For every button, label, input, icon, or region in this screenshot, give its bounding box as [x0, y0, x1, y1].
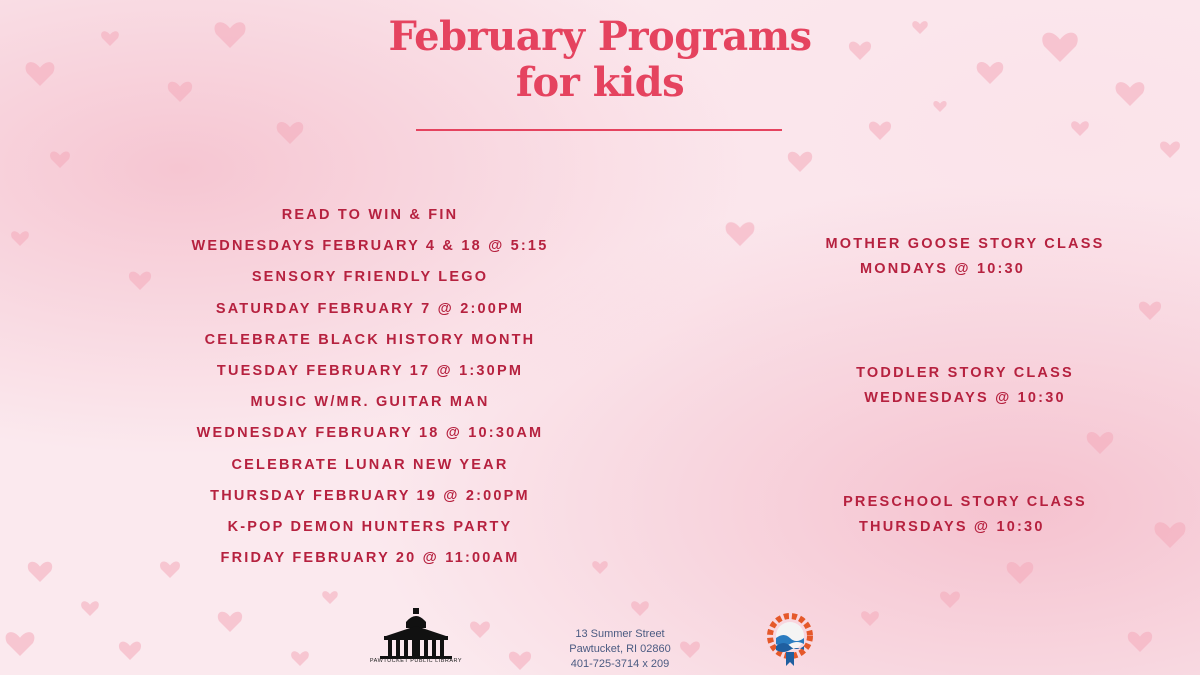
story-class-preschool — [835, 490, 1095, 540]
event-title: READ TO WIN & FIN — [281, 207, 459, 223]
story-class-name: MOTHER GOOSE STORY CLASS — [825, 236, 1105, 252]
library-address — [560, 627, 680, 672]
event-title: K-POP DEMON HUNTERS PARTY — [227, 518, 513, 535]
story-class-time: WEDNESDAYS @ 10:30 — [864, 390, 1066, 406]
event-title: SENSORY FRIENDLY LEGO — [251, 269, 489, 286]
story-class-toddler — [850, 361, 1080, 411]
address-line-2: Pawtucket, RI 02860 — [569, 643, 671, 655]
story-class-name: PRESCHOOL STORY CLASS — [843, 494, 1087, 510]
title-line-1: February Programs — [388, 13, 812, 60]
event-date: WEDNESDAYS FEBRUARY 4 & 18 @ 5:15 — [191, 238, 549, 255]
library-logo-caption: PAWTUCKET PUBLIC LIBRARY — [369, 658, 463, 664]
title-divider — [416, 129, 782, 131]
city-gear-logo — [764, 612, 816, 668]
event-title: CELEBRATE LUNAR NEW YEAR — [231, 456, 509, 473]
title-line-2: for kids — [515, 59, 685, 106]
page-title — [300, 14, 900, 106]
events-list — [170, 202, 570, 576]
story-class-mother-goose — [820, 232, 1110, 282]
event-date: THURSDAY FEBRUARY 19 @ 2:00PM — [210, 487, 530, 504]
event-title: CELEBRATE BLACK HISTORY MONTH — [204, 331, 536, 348]
story-class-time: MONDAYS @ 10:30 — [860, 261, 1026, 277]
event-date: FRIDAY FEBRUARY 20 @ 11:00AM — [220, 550, 520, 567]
address-line-1: 13 Summer Street — [575, 628, 665, 640]
event-date: SATURDAY FEBRUARY 7 @ 2:00PM — [215, 300, 525, 317]
event-title: MUSIC W/MR. GUITAR MAN — [250, 394, 490, 411]
story-class-time: THURSDAYS @ 10:30 — [859, 519, 1045, 535]
event-date: WEDNESDAY FEBRUARY 18 @ 10:30AM — [196, 425, 544, 442]
story-class-name: TODDLER STORY CLASS — [856, 365, 1074, 381]
phone-number: 401-725-3714 x 209 — [570, 658, 670, 670]
event-date: TUESDAY FEBRUARY 17 @ 1:30PM — [216, 362, 524, 379]
